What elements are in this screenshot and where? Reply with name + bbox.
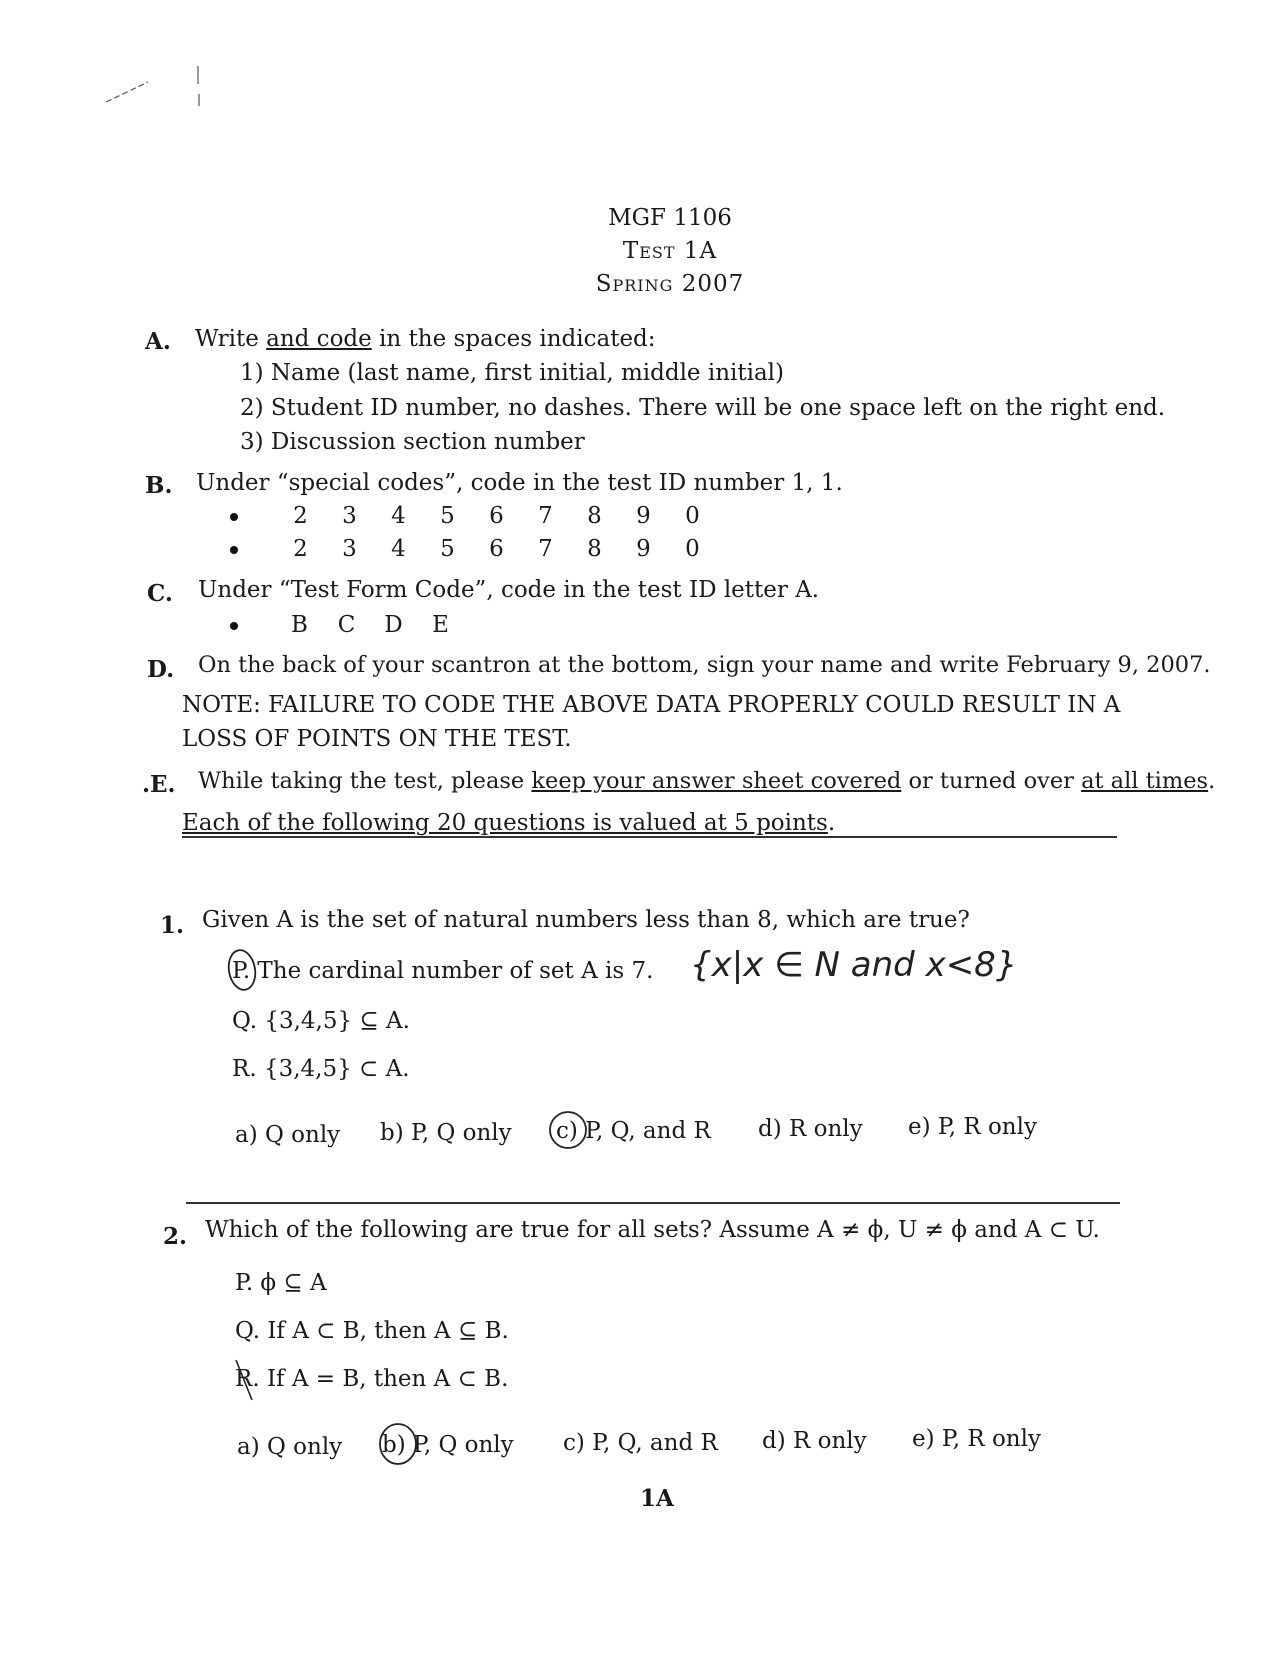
circle-mark-b xyxy=(380,1424,416,1464)
question-2-choice-c[interactable]: c) P, Q, and R xyxy=(563,1430,718,1456)
question-1-statement-p: P. The cardinal number of set A is 7. xyxy=(232,958,654,984)
letter-row: B C D E xyxy=(230,612,464,638)
cross-mark-r xyxy=(236,1360,252,1400)
section-d-label: D. xyxy=(147,656,175,683)
section-e-label: .E. xyxy=(142,771,176,798)
question-1-statement-r: R. {3,4,5} ⊂ A. xyxy=(232,1056,410,1082)
note-line-1: NOTE: FAILURE TO CODE THE ABOVE DATA PROPERLY COULD RESULT IN A xyxy=(182,692,1121,718)
section-a-text: Write and code in the spaces indicated: xyxy=(195,326,656,352)
section-c-text: Under “Test Form Code”, code in the test ID letter A. xyxy=(198,577,820,603)
question-2-choice-d[interactable]: d) R only xyxy=(762,1428,867,1454)
question-1-choice-b[interactable]: b) P, Q only xyxy=(380,1120,512,1146)
section-b-text: Under “special codes”, code in the test ID number 1, 1. xyxy=(196,470,843,496)
question-2-statement-p: P. ϕ ⊆ A xyxy=(235,1270,327,1296)
question-2-statement-q: Q. If A ⊂ B, then A ⊆ B. xyxy=(235,1318,509,1344)
question-1-prompt: Given A is the set of natural numbers less than 8, which are true? xyxy=(202,907,970,933)
digit-row-1: 2 3 4 5 6 7 8 9 0 xyxy=(230,503,717,529)
question-1-choice-d[interactable]: d) R only xyxy=(758,1116,863,1142)
question-2-number: 2. xyxy=(163,1223,188,1250)
question-2-prompt: Which of the following are true for all sets? Assume A ≠ ϕ, U ≠ ϕ and A ⊂ U. xyxy=(205,1217,1100,1243)
section-a-item-2: 2) Student ID number, no dashes. There will be one space left on the right end. xyxy=(240,395,1166,421)
digit-row-2: 2 3 4 5 6 7 8 9 0 xyxy=(230,536,717,562)
section-c-label: C. xyxy=(147,580,173,607)
section-e-text: While taking the test, please keep your answer sheet covered or turned over at all times. xyxy=(198,768,1216,794)
question-2-choice-e[interactable]: e) P, R only xyxy=(912,1426,1041,1452)
page-label: 1A xyxy=(640,1485,674,1512)
section-a-item-3: 3) Discussion section number xyxy=(240,429,585,455)
question-2-choice-b[interactable]: b) P, Q only xyxy=(382,1432,514,1458)
section-a-item-1: 1) Name (last name, first initial, middle initial) xyxy=(240,360,785,386)
term-title: Spring 2007 xyxy=(595,271,745,297)
question-1-choice-c[interactable]: c) P, Q, and R xyxy=(556,1118,711,1144)
question-1-number: 1. xyxy=(160,912,185,939)
circle-mark-c xyxy=(550,1112,586,1148)
circle-mark-p xyxy=(226,948,259,992)
course-title: MGF 1106 xyxy=(608,205,732,231)
test-title: Test 1A xyxy=(622,238,718,264)
section-b-label: B. xyxy=(145,472,173,499)
question-1-choice-e[interactable]: e) P, R only xyxy=(908,1114,1037,1140)
question-1-statement-q: Q. {3,4,5} ⊆ A. xyxy=(232,1008,410,1034)
section-d-text: On the back of your scantron at the bottom, sign your name and write February 9, 2007. xyxy=(198,652,1211,678)
handwritten-set-note: {x|x ∈ N and x<8} xyxy=(690,945,1018,985)
section-a-label: A. xyxy=(145,328,171,355)
question-1-choice-a[interactable]: a) Q only xyxy=(235,1122,341,1148)
points-note: Each of the following 20 questions is valued at 5 points. xyxy=(182,810,836,836)
note-line-2: LOSS OF POINTS ON THE TEST. xyxy=(182,726,572,752)
question-2-statement-r: R. If A = B, then A ⊂ B. xyxy=(235,1366,509,1392)
question-2-choice-a[interactable]: a) Q only xyxy=(237,1434,343,1460)
